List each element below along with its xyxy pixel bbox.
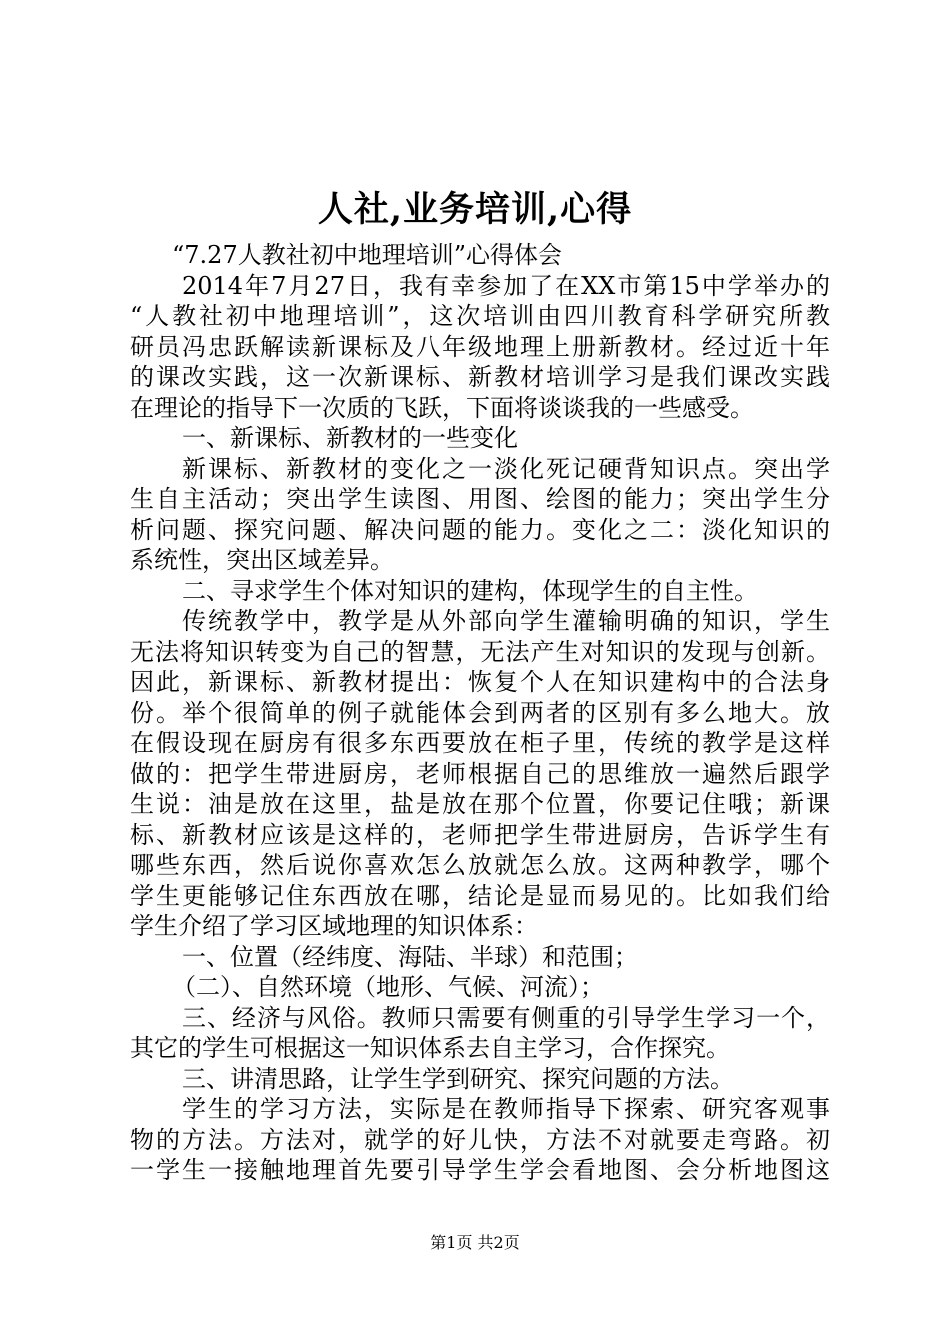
text-line: 学生的学习方法，实际是在教师指导下探索、研究客观事 [182, 1095, 830, 1123]
text-line: 新课标、新教材的变化之一淡化死记硬背知识点。突出学 [182, 454, 830, 483]
text-line: 物的方法。方法对，就学的好儿快，方法不对就要走弯路。初 [130, 1125, 830, 1154]
text-line: 三、经济与风俗。教师只需要有侧重的引导学生学习一个， [182, 1003, 830, 1032]
text-line: 二、寻求学生个体对知识的建构，体现学生的自主性。 [182, 576, 758, 605]
text-line: 学生更能够记住东西放在哪，结论是显而易见的。比如我们给 [130, 881, 830, 910]
text-line: 无法将知识转变为自己的智慧，无法产生对知识的发现与创新。 [130, 637, 830, 666]
text-line: 研员冯忠跃解读新课标及八年级地理上册新教材。经过近十年 [130, 332, 830, 361]
text-line: 传统教学中，教学是从外部向学生灌输明确的知识，学生 [182, 607, 830, 635]
text-line: 一、位置（经纬度、海陆、半球）和范围； [182, 942, 638, 971]
text-line: 哪些东西，然后说你喜欢怎么放就怎么放。这两种教学，哪个 [130, 851, 830, 879]
text-line: 的课改实践，这一次新课标、新教材培训学习是我们课改实践 [130, 363, 830, 391]
document-title: 人社,业务培训,心得 [317, 189, 633, 230]
text-line: “人教社初中地理培训”，这次培训由四川教育科学研究所教 [130, 302, 830, 330]
text-line: 学生介绍了学习区域地理的知识体系： [130, 912, 538, 940]
text-line: 2014年7月27日，我有幸参加了在XX市第15中学举办的 [182, 271, 830, 300]
text-line: （二）、自然环境（地形、气候、河流）； [172, 973, 604, 1001]
text-line: 一、新课标、新教材的一些变化 [182, 424, 518, 452]
text-line: 因此，新课标、新教材提出：恢复个人在知识建构中的合法身 [130, 668, 830, 696]
text-line: 系统性，突出区域差异。 [130, 546, 394, 574]
document-body [130, 240, 830, 1186]
text-line: 其它的学生可根据这一知识体系去自主学习，合作探究。 [130, 1034, 730, 1062]
text-line: 做的：把学生带进厨房，老师根据自己的思维放一遍然后跟学 [130, 759, 830, 788]
text-line: 在假设现在厨房有很多东西要放在柜子里，传统的教学是这样 [130, 729, 830, 757]
page-footer: 第1页 共2页 [430, 1233, 520, 1252]
text-line: 份。举个很简单的例子就能体会到两者的区别有多么地大。放 [130, 698, 830, 727]
text-line: 生自主活动；突出学生读图、用图、绘图的能力；突出学生分 [130, 485, 830, 513]
text-line: 析问题、探究问题、解决问题的能力。变化之二：淡化知识的 [130, 515, 830, 544]
text-line: 生说：油是放在这里，盐是放在那个位置，你要记住哦；新课 [130, 790, 830, 818]
text-line: 标、新教材应该是这样的，老师把学生带进厨房，告诉学生有 [130, 820, 830, 849]
text-line: 在理论的指导下一次质的飞跃，下面将谈谈我的一些感受。 [130, 393, 754, 422]
text-line: “7.27人教社初中地理培训”心得体会 [172, 241, 562, 269]
text-line: 三、讲清思路，让学生学到研究、探究问题的方法。 [182, 1064, 734, 1093]
text-line: 一学生一接触地理首先要引导学生学会看地图、会分析地图这 [130, 1156, 830, 1184]
